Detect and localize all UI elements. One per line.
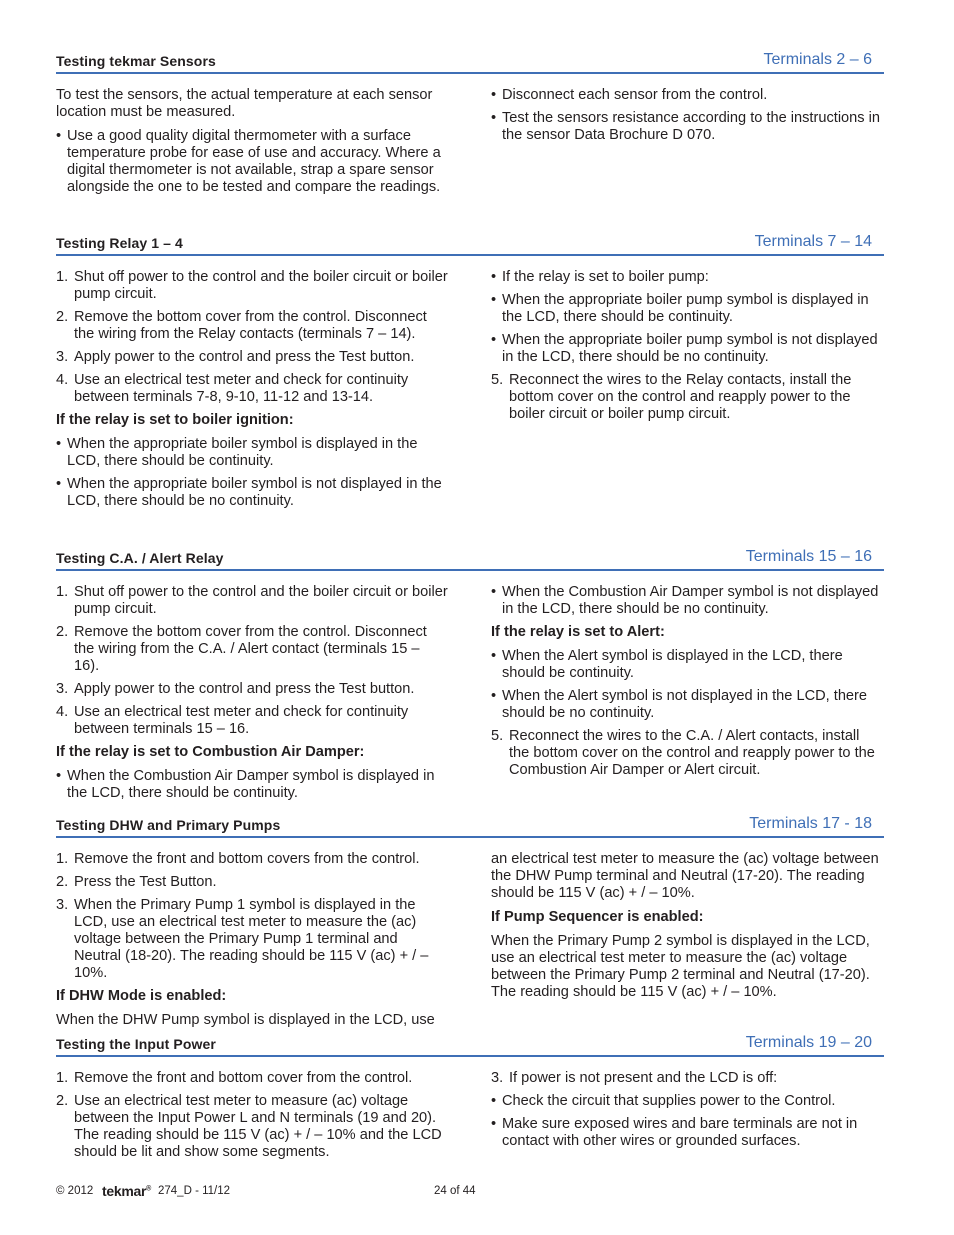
page-footer [56,1185,884,1201]
item-text: Shut off power to the control and the boiler circuit or boiler pump circuit. [74,584,448,617]
bullet-item [56,128,448,196]
item-text: Reconnect the wires to the Relay contacts, install the bottom cover on the control and reapply power to the boiler circuit or boiler pump circuit. [509,372,852,422]
item-text: When the appropriate boiler symbol is not displayed in the LCD, there should be no continuity. [67,476,442,509]
step-number: 5. [491,372,504,388]
numbered-step [56,897,448,982]
right-column [491,851,883,1008]
step-number: 1. [56,851,69,867]
left-column [56,269,448,516]
section-title: Testing Relay 1 – 4 [56,235,183,251]
item-text: When the appropriate boiler pump symbol is not displayed in the LCD, there should be no continuity. [502,332,878,365]
section-terminals: Terminals 15 – 16 [745,548,872,565]
step-number: 5. [491,728,504,744]
right-column [491,87,883,150]
bullet-marker: • [491,110,497,126]
step-number: 1. [56,1070,69,1086]
document-code: 274_D - 11/12 [158,1185,231,1197]
item-text: Remove the bottom cover from the control. Disconnect the wiring from the C.A. / Alert contact (terminals 15 – 16). [74,624,427,674]
item-text: When the Combustion Air Damper symbol is displayed in the LCD, there should be continuity. [67,768,435,801]
section-terminals: Terminals 19 – 20 [745,1034,872,1051]
right-column [491,1070,883,1156]
paragraph: an electrical test meter to measure the (ac) voltage between the DHW Pump terminal and Neutral (17-20). The reading should be 115 V (ac) + / – 10%. [491,851,879,901]
bullet-item [491,688,883,722]
bullet-marker: • [491,584,497,600]
section-terminals: Terminals 17 - 18 [749,815,872,832]
item-text: Remove the front and bottom cover from the control. [74,1070,413,1086]
numbered-step [56,584,448,618]
subheading: If the relay is set to boiler ignition: [56,412,294,428]
bullet-item [56,768,448,802]
section-testing-dhw-primary-pumps [56,815,884,1028]
numbered-step [56,1093,448,1161]
numbered-step [491,1070,883,1087]
step-number: 4. [56,704,69,720]
numbered-step [491,728,883,779]
paragraph: To test the sensors, the actual temperature at each sensor location must be measured. [56,87,433,120]
item-text: Use an electrical test meter and check for continuity between terminals 15 – 16. [74,704,409,737]
step-number: 2. [56,624,69,640]
item-text: When the appropriate boiler symbol is displayed in the LCD, there should be continuity. [67,436,418,469]
item-text: Test the sensors resistance according to the instructions in the sensor Data Brochure D 070. [502,110,881,143]
bullet-item [491,1093,883,1110]
item-text: Shut off power to the control and the boiler circuit or boiler pump circuit. [74,269,448,302]
section-title: Testing C.A. / Alert Relay [56,550,224,566]
step-number: 1. [56,584,69,600]
numbered-step [56,704,448,738]
item-text: Remove the bottom cover from the control. Disconnect the wiring from the Relay contacts (terminals 7 – 14). [74,309,427,342]
section-testing-relay [56,233,884,509]
item-text: Use an electrical test meter to measure (ac) voltage between the Input Power L and N terminals (19 and 20). The reading should be 115 V (ac) + / – 10% and the LCD should be lit and show some segments. [74,1093,442,1160]
numbered-step [56,349,448,366]
bullet-marker: • [491,688,497,704]
item-text: Apply power to the control and press the Test button. [74,681,415,697]
subheading: If Pump Sequencer is enabled: [491,909,704,925]
section-title: Testing DHW and Primary Pumps [56,817,281,833]
bullet-item [491,110,883,144]
step-number: 2. [56,309,69,325]
bullet-item [491,292,883,326]
item-text: Check the circuit that supplies power to the Control. [502,1093,836,1109]
section-header [56,52,884,74]
bullet-marker: • [491,87,497,103]
item-text: Apply power to the control and press the Test button. [74,349,415,365]
numbered-step [56,309,448,343]
copyright-text: © 2012 [56,1185,94,1197]
step-number: 3. [56,349,69,365]
bullet-item [491,87,883,104]
bullet-marker: • [56,436,62,452]
step-number: 3. [56,681,69,697]
numbered-step [491,372,883,423]
section-testing-input-power [56,1034,884,1160]
bullet-marker: • [491,269,497,285]
bullet-item [56,436,448,470]
item-text: When the Combustion Air Damper symbol is not displayed in the LCD, there should be no continuity. [502,584,879,617]
step-number: 1. [56,269,69,285]
step-number: 2. [56,874,69,890]
bullet-marker: • [491,292,497,308]
left-column [56,851,448,1036]
bullet-marker: • [491,1093,497,1109]
bullet-marker: • [491,332,497,348]
item-text: Use a good quality digital thermometer with a surface temperature probe for ease of use and accuracy. Where a digital thermometer is not available, strap a spare sensor alongside the one to be tested and compare the readings. [67,128,441,195]
item-text: Use an electrical test meter and check for continuity between terminals 7-8, 9-10, 11-12 and 13-14. [74,372,409,405]
section-terminals: Terminals 7 – 14 [754,233,872,250]
item-text: If power is not present and the LCD is off: [509,1070,778,1086]
bullet-marker: • [56,128,62,144]
numbered-step [56,1070,448,1087]
bullet-item [491,584,883,618]
numbered-step [56,851,448,868]
numbered-step [56,874,448,891]
item-text: If the relay is set to boiler pump: [502,269,709,285]
step-number: 4. [56,372,69,388]
bullet-item [491,1116,883,1150]
numbered-step [56,624,448,675]
item-text: Remove the front and bottom covers from the control. [74,851,420,867]
numbered-step [56,372,448,406]
left-column [56,1070,448,1167]
bullet-marker: • [56,768,62,784]
bullet-item [491,648,883,682]
subheading: If the relay is set to Combustion Air Damper: [56,744,365,760]
right-column [491,584,883,785]
item-text: Make sure exposed wires and bare terminals are not in contact with other wires or grounded surfaces. [502,1116,858,1149]
section-title: Testing the Input Power [56,1036,216,1052]
left-column [56,584,448,808]
section-header [56,1035,884,1057]
section-header [56,549,884,571]
page-number: 24 of 44 [434,1185,476,1197]
section-header [56,234,884,256]
item-text: Reconnect the wires to the C.A. / Alert contacts, install the bottom cover on the control and reapply power to the Combustion Air Damper or Alert circuit. [509,728,875,778]
bullet-item [491,269,883,286]
subheading: If the relay is set to Alert: [491,624,665,640]
tekmar-logo: tekmar® [102,1183,151,1199]
step-number: 3. [491,1070,504,1086]
step-number: 2. [56,1093,69,1109]
step-number: 3. [56,897,69,913]
paragraph: When the Primary Pump 2 symbol is displayed in the LCD, use an electrical test meter to measure the (ac) voltage between the Primary Pump 2 terminal and Neutral (17-20). The reading should be 115 V (ac) + / – 10%. [491,933,870,1000]
item-text: When the Primary Pump 1 symbol is displayed in the LCD, use an electrical test meter to measure the (ac) voltage between the Primary Pump 1 terminal and Neutral (18-20). The reading should be 115 V (ac) + / – 10%. [74,897,429,981]
item-text: When the appropriate boiler pump symbol is displayed in the LCD, there should be continuity. [502,292,869,325]
item-text: When the Alert symbol is not displayed in the LCD, there should be no continuity. [502,688,868,721]
item-text: When the Alert symbol is displayed in the LCD, there should be continuity. [502,648,843,681]
numbered-step [56,681,448,698]
section-terminals: Terminals 2 – 6 [763,51,872,68]
subheading: If DHW Mode is enabled: [56,988,227,1004]
bullet-marker: • [491,648,497,664]
numbered-step [56,269,448,303]
section-title: Testing tekmar Sensors [56,53,216,69]
bullet-marker: • [56,476,62,492]
item-text: Press the Test Button. [74,874,217,890]
section-testing-ca-alert [56,548,884,801]
bullet-item [491,332,883,366]
bullet-marker: • [491,1116,497,1132]
bullet-item [56,476,448,510]
right-column [491,269,883,429]
item-text: Disconnect each sensor from the control. [502,87,768,103]
left-column [56,87,448,202]
paragraph: When the DHW Pump symbol is displayed in the LCD, use [56,1012,435,1028]
section-testing-sensors [56,51,884,195]
section-header [56,816,884,838]
